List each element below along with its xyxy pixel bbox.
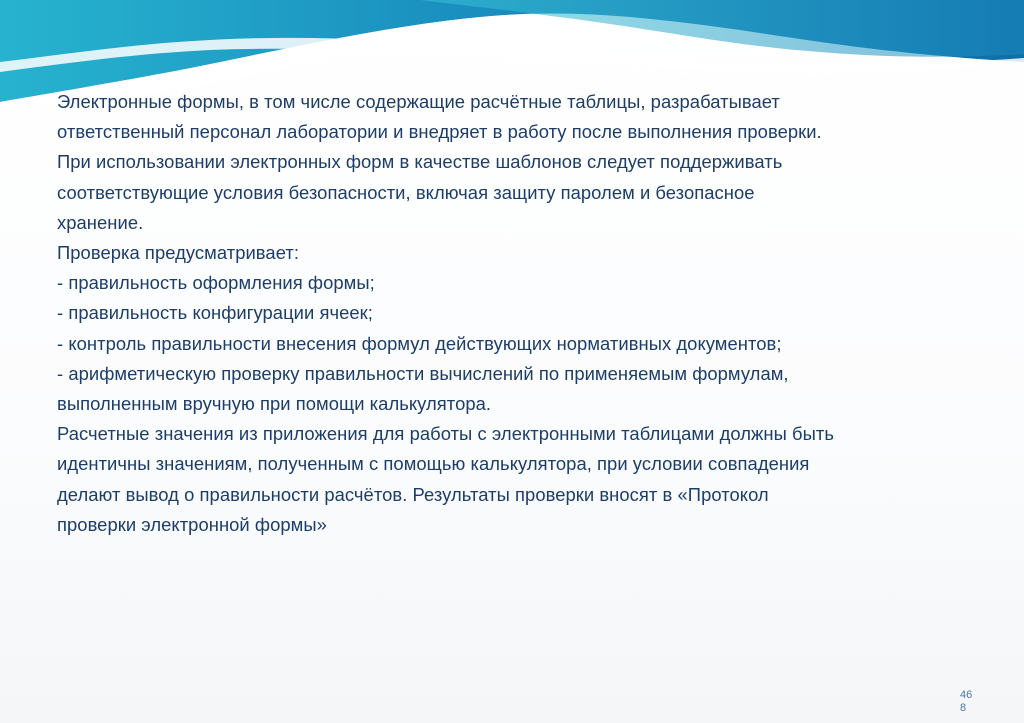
list-item: - арифметическую проверку правильности вычислений по применяемым формулам, (57, 362, 789, 384)
list-item: - контроль правильности внесения формул действующих нормативных документов; (57, 332, 782, 354)
text-line: делают вывод о правильности расчётов. Результаты проверки вносят в «Протокол (57, 483, 769, 505)
text-line: соответствующие условия безопасности, включая защиту паролем и безопасное (57, 181, 755, 203)
list-item: - правильность конфигурации ячеек; (57, 302, 373, 324)
text-line: При использовании электронных форм в качестве шаблонов следует поддерживать (57, 151, 783, 173)
page-number: 468 (960, 689, 973, 714)
list-item: - правильность оформления формы; (57, 272, 375, 294)
text-line: выполненным вручную при помощи калькулятора. (57, 393, 492, 415)
text-line: ответственный персонал лаборатории и внедряет в работу после выполнения проверки. (57, 121, 822, 143)
body-text (57, 87, 997, 540)
text-line: Проверка предусматривает: (57, 242, 299, 264)
text-line: Расчетные значения из приложения для работы с электронными таблицами должны быть (57, 423, 834, 445)
text-line: хранение. (57, 211, 144, 233)
text-line: Электронные формы, в том числе содержащие расчётные таблицы, разрабатывает (57, 91, 780, 112)
text-line: проверки электронной формы» (57, 513, 327, 535)
text-line: идентичны значениям, полученным с помощью калькулятора, при условии совпадения (57, 453, 810, 475)
